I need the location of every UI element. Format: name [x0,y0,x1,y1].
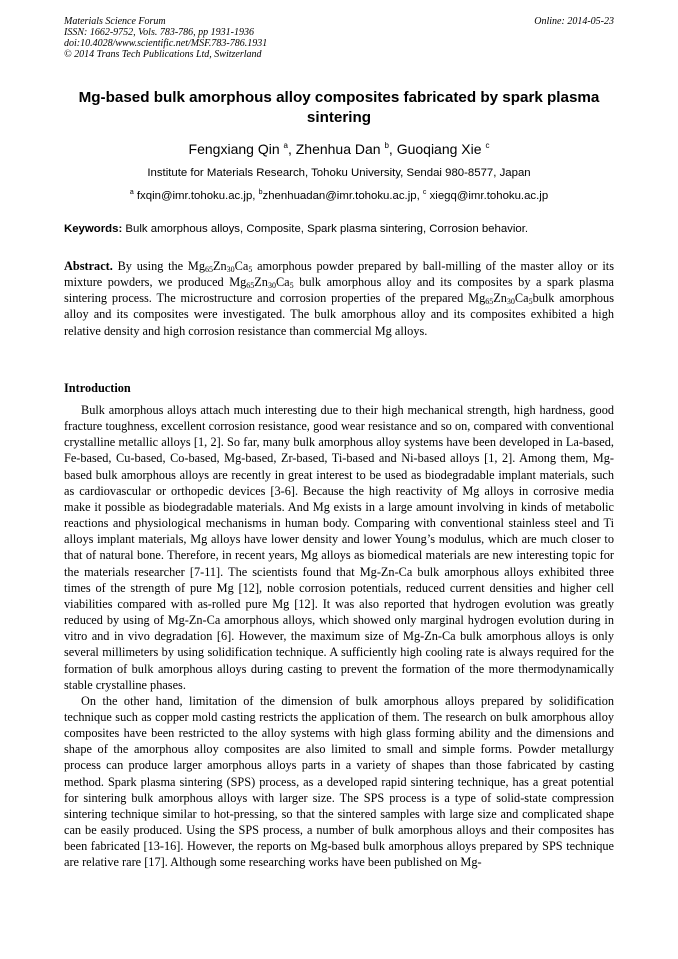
subscript: 65 [204,265,213,274]
abstract-label: Abstract. [64,259,113,273]
journal-info [64,16,267,60]
abstract-text: By using the Mg [117,259,205,273]
affiliation: Institute for Materials Research, Tohoku University, Sendai 980-8577, Japan [147,167,531,179]
subscript: 30 [506,297,515,307]
section-heading-introduction: Introduction [64,381,131,395]
keywords-label: Keywords: [64,223,123,235]
abstract-text: bulk amorphous alloy and its composites by a spark plasma sintering process. The microstructure and corrosion properties of the prepared Mg [64,275,615,306]
introduction-body [64,402,614,871]
journal-name: Materials Science Forum [64,16,166,27]
abstract-text: Ca [514,291,529,306]
abstract-text: Zn [212,259,227,273]
email-mark: a [129,189,134,196]
journal-doi[interactable]: doi:10.4028/www.scientific.net/MSF.783-786.1931 [64,38,268,49]
abstract-text: Zn [493,291,507,306]
keywords [64,222,614,236]
email-link[interactable]: zhenhuadan@imr.tohoku.ac.jp, [262,190,420,202]
subscript: 5 [528,297,533,307]
email-link[interactable]: fxqin@imr.tohoku.ac.jp, [136,190,256,202]
paragraph: Bulk amorphous alloys attach much interesting due to their high mechanical strength, high hardness, good fracture toughness, excellent corrosion resistance, good wear resistance and so on, compared with conventional crystalline metallic alloys [1, 2]. So far, many bulk amorphous alloy systems have been developed in La-based, Fe-based, Cu-based, Co-based, Mg-based, Zr-based, Ti-based and Ni-based alloys [1, 2]. Among them, Mg-based bulk amorphous alloys are recently in great interest to be used as biodegradable implant materials, such as cardiovascular or orthopedic devices [3-6]. Because the high reactivity of Mg alloys in corrosive media make it possible as biodegradable materials. And Mg exists in a large amount involving in kinds of metabolic reactions and physiological mechanisms in human body. Comparing with conventional stainless steel and Ti alloys implant materials, Mg alloys have lower density and lower Young’s modulus, which are much closer to that of natural bone. Therefore, in recent years, Mg alloys as biomedical materials are new interesting topic for the materials researcher [7-11]. The scientists found that Mg-Zn-Ca bulk amorphous alloys exhibited three times of the strength of pure Mg [12], noble corrosion potentials, reduced current densities and higher cell viabilities compared with as-rolled pure Mg [12]. It was also reported that hydrogen evolution was greatly reduced by using of Mg-Zn-Ca amorphous alloys, which showed only marginal hydrogen evolution during in vitro and in vivo degradation [6]. However, the maximum size of Mg-Zn-Ca bulk amorphous alloys is only several millimeters by using solidification technique. A sufficiently high cooling rate is always required for the formation of bulk amorphous alloys during casting to prevent the formation of the more thermodynamically stable crystalline phases. [64,403,614,692]
subscript: 30 [267,281,276,291]
author-name: Zhenhua Dan [295,141,381,157]
keywords-text: Bulk amorphous alloys, Composite, Spark plasma sintering, Corrosion behavior. [125,223,529,235]
subscript: 65 [485,297,494,307]
email-link[interactable]: xiegq@imr.tohoku.ac.jp [429,190,549,202]
abstract [64,258,614,339]
subscript: 5 [248,265,253,274]
email-list [64,189,614,203]
author-mark: c [485,141,490,150]
paper-title: Mg-based bulk amorphous alloy composites fabricated by spark plasma sintering [78,89,600,126]
author-name: Fengxiang Qin [188,141,280,157]
abstract-text: bulk amorphous alloy and its composites were investigated. The bulk amorphous alloy and its composites exhibited a high relative density and high corrosion resistance than commercial Mg alloys. [64,291,614,338]
paragraph: On the other hand, limitation of the dimension of bulk amorphous alloys prepared by solidification technique such as copper mold casting restricts the application of them. The research on bulk amorphous alloy composites have been restricted to the alloy systems with high glass forming ability and the dimensions and shape of the amorphous alloy composites are also limited to small and simple forms. Powder metallurgy process can produce larger amorphous alloys parts in a variety of shapes than those fabricated by casting method. Spark plasma sintering (SPS) process, as a developed rapid sintering technique, has a great potential for sintering bulk amorphous alloys with larger size. The SPS process is a type of solid-state compression sintering technique similar to hot-pressing, so that the sintered samples with large size and complicated shape can be easily produced. Using the SPS process, a number of bulk amorphous alloys and their composites has been fabricated [13-16]. However, the reports on Mg-based bulk amorphous alloys prepared by SPS technique are relative rare [17]. Although some researching works have been published on Mg- [64,693,614,870]
journal-issn: ISSN: 1662-9752, Vols. 783-786, pp 1931-1936 [64,27,254,38]
author-mark: a [283,141,288,150]
email-mark: b [258,189,263,196]
email-mark: c [422,189,427,196]
subscript: 65 [246,281,255,291]
subscript: 30 [226,265,235,274]
abstract-text: amorphous powder prepared by ball-milling of the master alloy or its mixture powders, we produced Mg [64,259,615,290]
author-name: Guoqiang Xie [396,141,482,157]
abstract-text: Ca [275,275,290,290]
abstract-text: Zn [254,275,268,290]
journal-copyright: © 2014 Trans Tech Publications Ltd, Switzerland [64,49,262,60]
author-mark: b [384,141,389,150]
online-date: Online: 2014-05-23 [534,16,614,27]
subscript: 5 [289,281,294,291]
author-list: Fengxiang Qin $^a$, Zhenhua Dan $^b$, Guoqiang Xie $^c$ [188,141,490,157]
abstract-text: Ca [234,259,249,273]
